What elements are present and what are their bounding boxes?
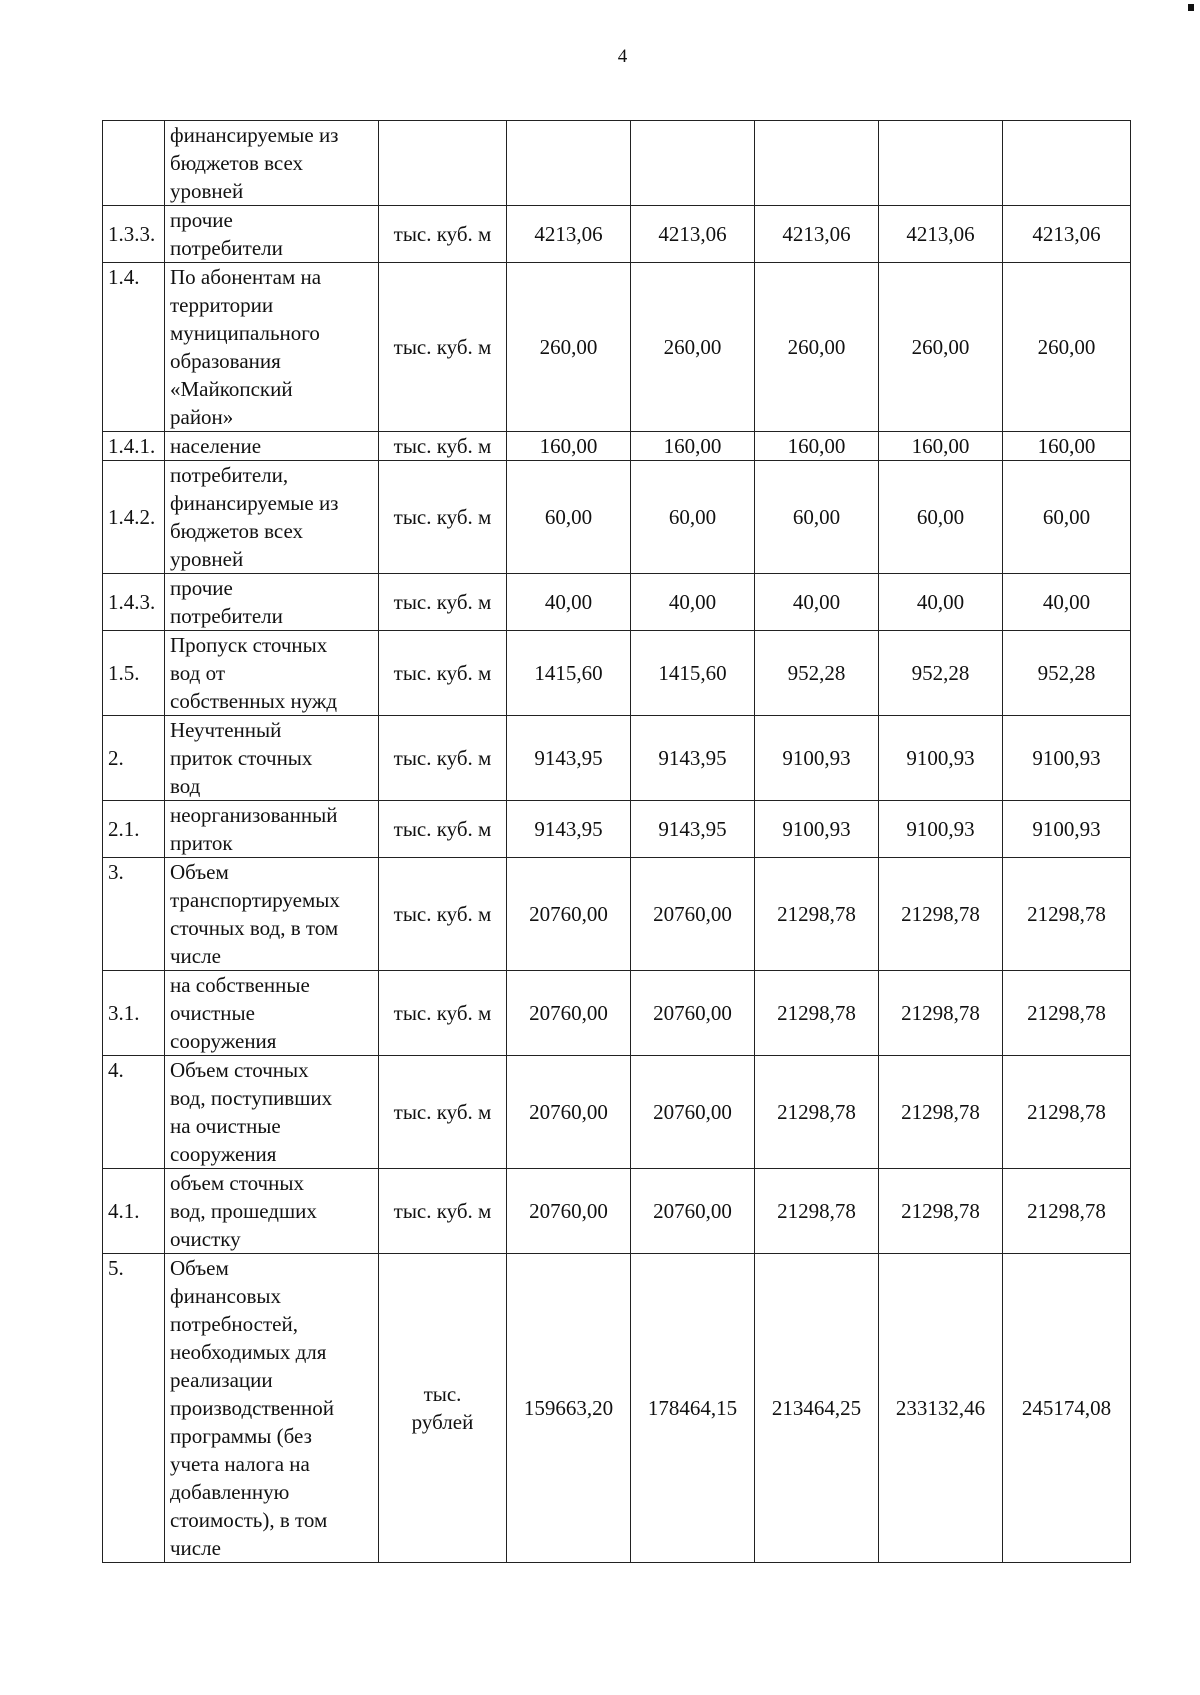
unit-cell: тыс. куб. м: [379, 631, 507, 716]
value-cell: 21298,78: [755, 971, 879, 1056]
table-row: [103, 1056, 1131, 1169]
indicator-name: прочие потребители: [165, 574, 379, 631]
value-cell: 952,28: [1003, 631, 1131, 716]
value-cell: 60,00: [507, 461, 631, 574]
value-cell: 9143,95: [631, 716, 755, 801]
indicator-name: на собственные очистные сооружения: [165, 971, 379, 1056]
indicator-name: прочие потребители: [165, 206, 379, 263]
value-cell: 233132,46: [879, 1254, 1003, 1563]
value-cell: 9100,93: [879, 716, 1003, 801]
table-row: [103, 858, 1131, 971]
value-cell: 213464,25: [755, 1254, 879, 1563]
value-cell: 20760,00: [631, 858, 755, 971]
value-cell: 40,00: [1003, 574, 1131, 631]
value-cell: 21298,78: [1003, 1056, 1131, 1169]
table-row: [103, 574, 1131, 631]
table-row: [103, 971, 1131, 1056]
value-cell: 159663,20: [507, 1254, 631, 1563]
row-number: [103, 121, 165, 206]
value-cell: 9143,95: [507, 801, 631, 858]
indicator-name: Неучтенный приток сточных вод: [165, 716, 379, 801]
unit-cell: тыс. куб. м: [379, 1169, 507, 1254]
value-cell: 160,00: [755, 432, 879, 461]
row-number: 1.4.: [103, 263, 165, 432]
table-body: [103, 121, 1131, 1563]
unit-cell: тыс. куб. м: [379, 858, 507, 971]
value-cell: 21298,78: [755, 1169, 879, 1254]
indicator-name: финансируемые из бюджетов всех уровней: [165, 121, 379, 206]
table-row: [103, 1169, 1131, 1254]
unit-cell: тыс. рублей: [379, 1254, 507, 1563]
row-number: 4.: [103, 1056, 165, 1169]
value-cell: 160,00: [507, 432, 631, 461]
value-cell: 21298,78: [879, 1169, 1003, 1254]
indicator-name: Пропуск сточных вод от собственных нужд: [165, 631, 379, 716]
row-number: 2.: [103, 716, 165, 801]
value-cell: [879, 121, 1003, 206]
value-cell: [631, 121, 755, 206]
value-cell: 20760,00: [631, 971, 755, 1056]
value-cell: 60,00: [1003, 461, 1131, 574]
value-cell: 21298,78: [1003, 858, 1131, 971]
indicator-name: По абонентам на территории муниципального образования «Майкопский район»: [165, 263, 379, 432]
value-cell: 9100,93: [1003, 801, 1131, 858]
indicator-name: потребители, финансируемые из бюджетов всех уровней: [165, 461, 379, 574]
value-cell: 21298,78: [1003, 1169, 1131, 1254]
row-number: 2.1.: [103, 801, 165, 858]
value-cell: 20760,00: [631, 1169, 755, 1254]
unit-cell: тыс. куб. м: [379, 263, 507, 432]
row-number: 3.: [103, 858, 165, 971]
row-number: 3.1.: [103, 971, 165, 1056]
unit-cell: [379, 121, 507, 206]
value-cell: 9100,93: [755, 801, 879, 858]
indicator-name: объем сточных вод, прошедших очистку: [165, 1169, 379, 1254]
value-cell: 21298,78: [879, 1056, 1003, 1169]
table-row: [103, 801, 1131, 858]
value-cell: 21298,78: [879, 858, 1003, 971]
value-cell: 260,00: [879, 263, 1003, 432]
value-cell: 60,00: [755, 461, 879, 574]
indicators-table: [102, 120, 1131, 1563]
unit-cell: тыс. куб. м: [379, 574, 507, 631]
value-cell: 20760,00: [507, 971, 631, 1056]
value-cell: 20760,00: [507, 858, 631, 971]
value-cell: 4213,06: [631, 206, 755, 263]
value-cell: 40,00: [507, 574, 631, 631]
value-cell: 952,28: [879, 631, 1003, 716]
value-cell: 60,00: [631, 461, 755, 574]
value-cell: 9100,93: [755, 716, 879, 801]
row-number: 1.4.1.: [103, 432, 165, 461]
unit-cell: тыс. куб. м: [379, 971, 507, 1056]
row-number: 5.: [103, 1254, 165, 1563]
table-row: [103, 716, 1131, 801]
indicator-name: Объем сточных вод, поступивших на очистные сооружения: [165, 1056, 379, 1169]
value-cell: [1003, 121, 1131, 206]
value-cell: 245174,08: [1003, 1254, 1131, 1563]
value-cell: 4213,06: [755, 206, 879, 263]
value-cell: 21298,78: [755, 858, 879, 971]
value-cell: 4213,06: [507, 206, 631, 263]
value-cell: 9143,95: [507, 716, 631, 801]
value-cell: 4213,06: [879, 206, 1003, 263]
table-row: [103, 1254, 1131, 1563]
unit-cell: тыс. куб. м: [379, 461, 507, 574]
table-row: [103, 432, 1131, 461]
unit-cell: тыс. куб. м: [379, 1056, 507, 1169]
row-number: 1.5.: [103, 631, 165, 716]
value-cell: 21298,78: [879, 971, 1003, 1056]
table-row: [103, 206, 1131, 263]
value-cell: 260,00: [755, 263, 879, 432]
value-cell: 952,28: [755, 631, 879, 716]
value-cell: 9100,93: [1003, 716, 1131, 801]
unit-cell: тыс. куб. м: [379, 801, 507, 858]
value-cell: 4213,06: [1003, 206, 1131, 263]
value-cell: 160,00: [631, 432, 755, 461]
row-number: 4.1.: [103, 1169, 165, 1254]
value-cell: 40,00: [631, 574, 755, 631]
page-number: 4: [617, 46, 628, 67]
scan-corner-mark: [1188, 4, 1194, 11]
value-cell: 160,00: [1003, 432, 1131, 461]
value-cell: 1415,60: [631, 631, 755, 716]
table-row: [103, 631, 1131, 716]
row-number: 1.3.3.: [103, 206, 165, 263]
unit-cell: тыс. куб. м: [379, 716, 507, 801]
value-cell: 178464,15: [631, 1254, 755, 1563]
value-cell: 260,00: [631, 263, 755, 432]
table-row: [103, 263, 1131, 432]
value-cell: 20760,00: [507, 1056, 631, 1169]
value-cell: 20760,00: [507, 1169, 631, 1254]
unit-cell: тыс. куб. м: [379, 206, 507, 263]
value-cell: [507, 121, 631, 206]
table-row: [103, 121, 1131, 206]
unit-cell: тыс. куб. м: [379, 432, 507, 461]
row-number: 1.4.3.: [103, 574, 165, 631]
value-cell: 9100,93: [879, 801, 1003, 858]
value-cell: 40,00: [879, 574, 1003, 631]
indicator-name: Объем транспортируемых сточных вод, в том числе: [165, 858, 379, 971]
indicator-name: неорганизованный приток: [165, 801, 379, 858]
value-cell: 20760,00: [631, 1056, 755, 1169]
value-cell: 260,00: [1003, 263, 1131, 432]
indicator-name: Объем финансовых потребностей, необходимых для реализации производственной программы (без учета налога на добавленную стоимость), в том числе: [165, 1254, 379, 1563]
value-cell: 260,00: [507, 263, 631, 432]
value-cell: 160,00: [879, 432, 1003, 461]
value-cell: [755, 121, 879, 206]
indicator-name: население: [165, 432, 379, 461]
row-number: 1.4.2.: [103, 461, 165, 574]
value-cell: 40,00: [755, 574, 879, 631]
value-cell: 60,00: [879, 461, 1003, 574]
value-cell: 9143,95: [631, 801, 755, 858]
table-row: [103, 461, 1131, 574]
value-cell: 1415,60: [507, 631, 631, 716]
value-cell: 21298,78: [755, 1056, 879, 1169]
value-cell: 21298,78: [1003, 971, 1131, 1056]
